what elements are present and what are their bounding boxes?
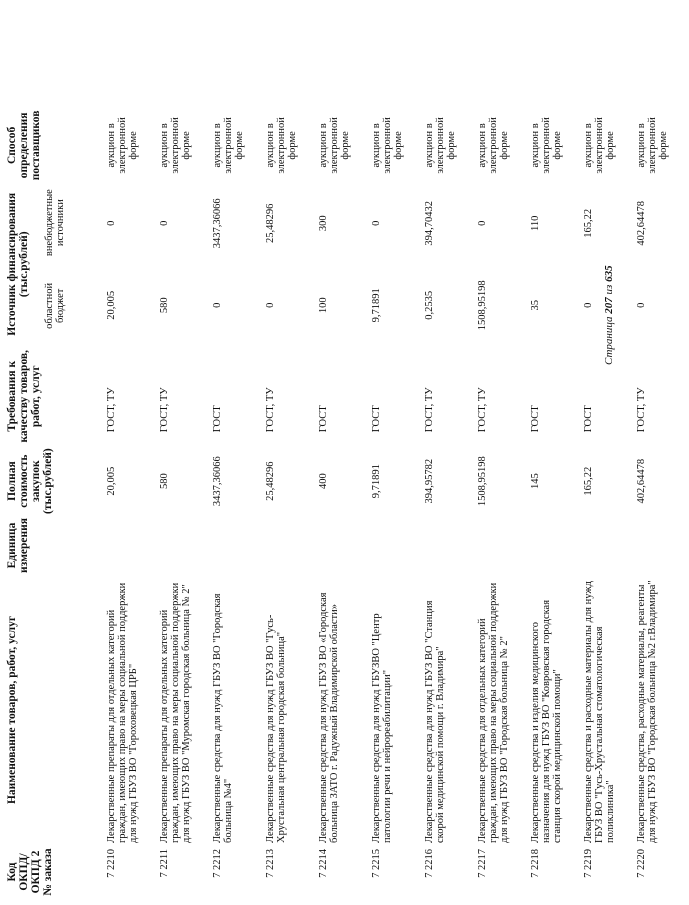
- cell-name: Лекарственные препараты для отдельных категорий граждан, имеющих право на меры социальной поддержки для нужд ГБУЗ ВО "Муромская городская больница № 2": [159, 582, 192, 843]
- cell-requirements: ГОСТ: [318, 405, 329, 433]
- cell-unit: [583, 516, 636, 575]
- cell-requirements: ГОСТ: [583, 405, 594, 433]
- cell-method: аукцион в электронной форме: [371, 117, 404, 174]
- cell-regional-budget: 1508,95198: [477, 280, 488, 331]
- cell-name: Лекарственные средства для нужд ГБУЗ ВО «Городская больница ЗАТО г. Радужный Владимирской области»: [318, 592, 340, 843]
- table-body: [106, 109, 689, 899]
- cell-extra-sources: 25,48296: [265, 203, 276, 243]
- cell-name: Лекарственные препараты для отдельных категорий граждан, имеющих право на меры социальной поддержки для нужд ГБУЗ ВО "Гороховецкая ЦРБ": [106, 582, 139, 843]
- cell-requirements: ГОСТ: [530, 405, 541, 433]
- table-row: [106, 109, 159, 899]
- cell-regional-budget: 0: [583, 302, 594, 308]
- cell-unit: [636, 516, 689, 575]
- cell-requirements: ГОСТ, ТУ: [636, 387, 647, 433]
- table-row: [583, 109, 636, 899]
- pager-current: 207: [603, 297, 615, 314]
- cell-method: аукцион в электронной форме: [318, 117, 351, 174]
- cell-code: 7 2211: [159, 849, 170, 878]
- cell-name: Лекарственные средства для нужд ГБУЗ ВО "Станция скорой медицинской помощи г. Владимира": [424, 600, 446, 843]
- cell-unit: [159, 516, 212, 575]
- cell-extra-sources: 0: [371, 220, 382, 226]
- cell-total: 165,22: [583, 466, 594, 496]
- pager-prefix: Страница: [603, 316, 615, 365]
- cell-code: 7 2210: [106, 849, 117, 878]
- cell-code: 7 2217: [477, 849, 488, 878]
- cell-unit: [371, 516, 424, 575]
- cell-name: Лекарственные средства для нужд ГБУЗ ВО "Городская больница №4": [212, 593, 234, 843]
- header-total: Полная стоимость закупок (тыс.рублей): [6, 448, 54, 514]
- table-row: [530, 109, 583, 899]
- pager-total: 635: [603, 265, 615, 282]
- cell-requirements: ГОСТ, ТУ: [477, 387, 488, 433]
- cell-requirements: ГОСТ, ТУ: [424, 387, 435, 433]
- header-method: Способ определения поставщиков: [6, 110, 42, 181]
- cell-extra-sources: 0: [106, 220, 117, 226]
- cell-method: аукцион в электронной форме: [265, 117, 298, 174]
- header-funding-extra: внебюджетные источники: [44, 189, 66, 257]
- cell-requirements: ГОСТ, ТУ: [106, 387, 117, 433]
- cell-name: Лекарственные средства для нужд ГБУЗ ВО "Гусь-Хрустальная центральная городская больница": [265, 614, 287, 843]
- header-code: Код ОКПД/ ОКПД 2 № заказа: [6, 848, 54, 896]
- cell-method: аукцион в электронной форме: [477, 117, 510, 174]
- cell-method: аукцион в электронной форме: [212, 117, 245, 174]
- cell-name: Лекарственные средства для отдельных категорий граждан, имеющих право на меры социальной поддержки для нужд ГБУЗ ВО "Городская больница № 2": [477, 582, 510, 843]
- cell-total: 9,71891: [371, 464, 382, 499]
- pager-mid: из: [603, 284, 615, 295]
- table-row: [212, 109, 265, 899]
- cell-name: Лекарственные средства, расходные материалы, реагенты для нужд ГБУЗ ВО "Городская больница №2 г.Владимира": [636, 580, 658, 843]
- cell-extra-sources: 0: [159, 220, 170, 226]
- cell-extra-sources: 110: [530, 215, 541, 231]
- table-row: [265, 109, 318, 899]
- cell-total: 580: [159, 473, 170, 489]
- header-funding: [4, 182, 106, 346]
- cell-code: 7 2215: [371, 849, 382, 878]
- cell-total: 394,95782: [424, 458, 435, 504]
- cell-name: Лекарственные средства для нужд ГБУЗВО "Центр патологии речи и нейрореабилитации": [371, 613, 393, 843]
- page-footer: [603, 265, 615, 365]
- cell-total: 25,48296: [265, 461, 276, 501]
- cell-regional-budget: 20,005: [106, 290, 117, 320]
- cell-code: 7 2213: [265, 849, 276, 878]
- cell-extra-sources: 165,22: [583, 208, 594, 238]
- table-header-row: [4, 109, 106, 899]
- header-funding-title: Источник финансирования (тыс.рублей): [6, 192, 30, 336]
- header-funding-regional: областной бюджет: [44, 282, 66, 329]
- header-requirements: Требования к качеству товаров, работ, услуг: [6, 349, 42, 443]
- cell-requirements: ГОСТ: [371, 405, 382, 433]
- cell-regional-budget: 9,71891: [371, 288, 382, 323]
- cell-total: 1508,95198: [477, 456, 488, 507]
- cell-extra-sources: 0: [477, 220, 488, 226]
- cell-regional-budget: 0,2535: [424, 290, 435, 320]
- cell-unit: [212, 516, 265, 575]
- cell-name: Лекарственные средства и изделия медицинского назначения для нужд ГБУЗ ВО "Ковровская городская станция скорой медицинской помощи": [530, 599, 563, 843]
- cell-unit: [530, 516, 583, 575]
- cell-requirements: ГОСТ, ТУ: [159, 387, 170, 433]
- cell-regional-budget: 100: [318, 297, 329, 314]
- cell-unit: [424, 516, 477, 575]
- cell-extra-sources: 394,70432: [424, 200, 435, 246]
- procurement-table: [4, 109, 689, 899]
- cell-regional-budget: 35: [530, 300, 541, 311]
- cell-total: 20,005: [106, 466, 117, 496]
- cell-total: 402,64478: [636, 458, 647, 504]
- cell-code: 7 2216: [424, 849, 435, 878]
- cell-regional-budget: 0: [265, 302, 276, 308]
- cell-code: 7 2219: [583, 849, 594, 878]
- cell-unit: [477, 516, 530, 575]
- cell-extra-sources: 300: [318, 215, 329, 232]
- header-name: Наименование товаров, работ, услуг: [6, 615, 18, 805]
- cell-method: аукцион в электронной форме: [159, 117, 192, 174]
- cell-total: 145: [530, 473, 541, 489]
- table-row: [159, 109, 212, 899]
- cell-requirements: ГОСТ, ТУ: [265, 387, 276, 433]
- table-row: [371, 109, 424, 899]
- cell-regional-budget: 0: [636, 302, 647, 308]
- cell-requirements: ГОСТ: [212, 405, 223, 433]
- cell-code: 7 2214: [318, 849, 329, 878]
- cell-unit: [265, 516, 318, 575]
- cell-total: 400: [318, 473, 329, 489]
- header-unit: Единица измерения: [6, 518, 30, 573]
- table-row: [477, 109, 530, 899]
- cell-method: аукцион в электронной форме: [530, 117, 563, 174]
- cell-method: аукцион в электронной форме: [636, 117, 669, 174]
- cell-code: 7 2212: [212, 849, 223, 878]
- cell-name: Лекарственные средства и расходные материалы для нужд ГБУЗ ВО "Гусь-Хрустальная стоматологическая поликлиника": [583, 581, 616, 843]
- cell-code: 7 2218: [530, 849, 541, 878]
- cell-method: аукцион в электронной форме: [106, 117, 139, 174]
- cell-unit: [318, 516, 371, 575]
- cell-extra-sources: 3437,36066: [212, 198, 223, 249]
- cell-total: 3437,36066: [212, 456, 223, 507]
- cell-regional-budget: 0: [212, 302, 223, 308]
- table-row: [424, 109, 477, 899]
- cell-method: аукцион в электронной форме: [424, 117, 457, 174]
- cell-regional-budget: 580: [159, 297, 170, 314]
- table-row: [318, 109, 371, 899]
- table-row: [636, 109, 689, 899]
- cell-method: аукцион в электронной форме: [583, 117, 616, 174]
- cell-code: 7 2220: [636, 849, 647, 878]
- cell-unit: [106, 516, 159, 575]
- cell-extra-sources: 402,64478: [636, 200, 647, 246]
